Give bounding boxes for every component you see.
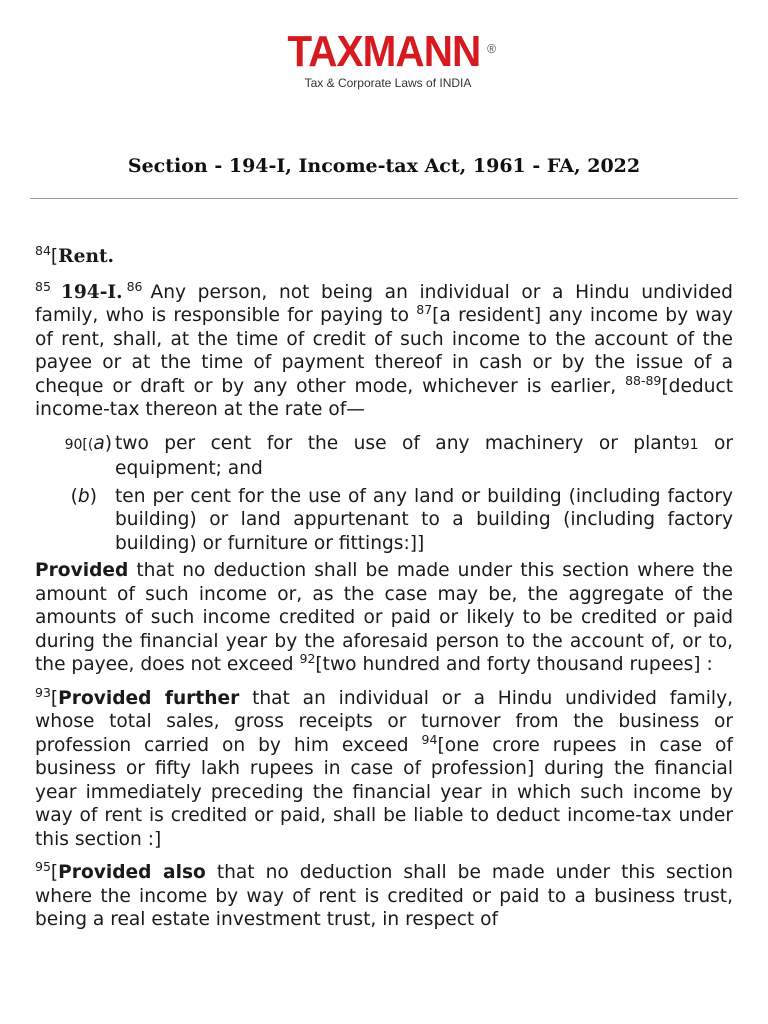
section-heading: $^{84}$[Rent. <box>35 243 115 267</box>
footnote-ref[interactable]: 93 <box>35 684 51 700</box>
brand-tagline: Tax & Corporate Laws of INDIA <box>304 76 472 90</box>
footnote-ref[interactable]: 84 <box>35 243 51 258</box>
footnote-ref[interactable]: 88-89 <box>625 372 662 388</box>
footnote-ref[interactable]: 86 <box>126 278 143 294</box>
registered-mark: ® <box>487 41 496 56</box>
footnote-ref[interactable]: 94 <box>421 731 438 747</box>
proviso-first: Provided that no deduction shall be made under this section where the amount of such income or, as the case may be, the aggregate of the amounts of such income credited or paid or likely to be credited or paid during the financial year by the aforesaid person to the account of, or to, the payee, does not exceed $^{92}$[two hundred and forty thousand rupees] : <box>35 560 733 675</box>
footnote-ref[interactable]: 85 <box>35 278 51 294</box>
clause-label: 90[(a) <box>64 432 112 454</box>
clause-label: (b) <box>70 485 97 507</box>
clause-b: (b) ten per cent for the use of any land or building (including factory building) or land appurtenant to a building (including factory building) or furniture or fittings:]] <box>35 485 733 556</box>
publisher-logo <box>0 27 768 90</box>
section-content <box>35 245 733 942</box>
page-title: Section - 194-I, Income-tax Act, 1961 - FA, 2022 <box>127 155 641 177</box>
footnote-ref[interactable]: 87 <box>416 302 433 317</box>
footnote-ref[interactable]: 92 <box>299 651 316 666</box>
proviso-also: $^{95}$[Provided also that no deduction shall be made under this section where the income by way of rent is credited or paid to a business trust, being a real estate investment trust, in respect of <box>35 859 734 930</box>
section-main-text: $^{85}$ 194-I. $^{86}$ Any person, not being an individual or a Hindu undivided family, who is responsible for paying to $^{87}$[a resident] any income by way of rent, shall, at the time of credit of such income to the account of the payee or at the time of payment thereof in cash or by the issue of a cheque or draft or by any other mode, whichever is earlier, $^{88-89}$[deduct income-tax thereon at the rate of— <box>35 278 733 420</box>
section-number: 194-I. <box>60 281 123 303</box>
footnote-ref[interactable]: 95 <box>35 859 51 874</box>
brand-name: TAXMANN ® <box>287 27 496 76</box>
proviso-further: $^{93}$[Provided further that an individual or a Hindu undivided family, whose total sales, gross receipts or turnover from the business or profession carried on by him exceed $^{94}$[one crore rupees in case of business or fifty lakh rupees in case of profession] during the financial year immediately preceding the financial year in which such income by way of rent is credited or paid, shall be liable to deduct income-tax under this section :] <box>35 684 733 850</box>
title-divider <box>30 198 738 199</box>
footnote-ref[interactable]: 91 <box>680 436 699 453</box>
clause-a: 90[(a) two per cent for the use of any machinery or plant91 or equipment; and <box>35 432 733 481</box>
